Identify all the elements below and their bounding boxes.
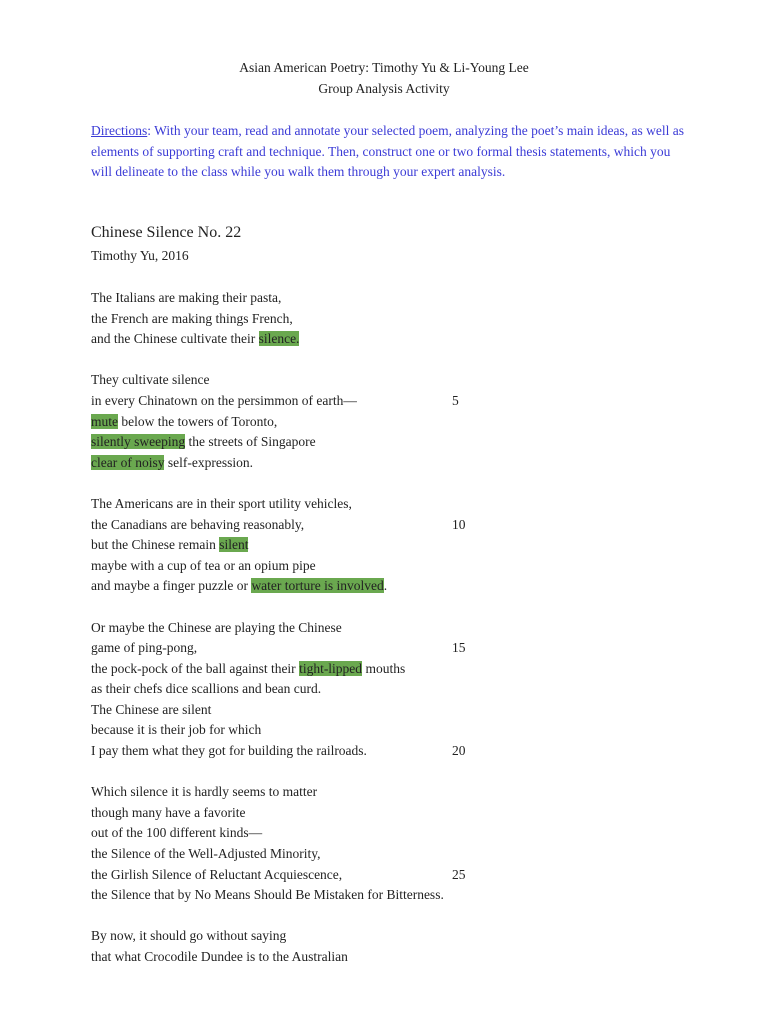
highlighted-phrase: silence.: [258, 331, 300, 347]
poem-line: [91, 803, 691, 824]
poem-line-text: mouths: [362, 660, 406, 676]
stanza-break: [91, 597, 691, 618]
poem-line-text: the streets of Singapore: [185, 434, 316, 450]
poem-line: [91, 865, 691, 886]
poem-line-text: self-expression.: [164, 454, 253, 470]
poem-author: Timothy Yu, 2016: [91, 248, 189, 263]
poem-line-text: in every Chinatown on the persimmon of earth—: [91, 392, 357, 408]
highlighted-phrase: clear of noisy: [91, 454, 165, 470]
stanza-break: [91, 906, 691, 927]
directions-label: Directions: [91, 123, 148, 138]
line-number: 15: [452, 640, 466, 656]
poem-line: [91, 412, 691, 433]
poem-line-text: The Americans are in their sport utility vehicles,: [91, 495, 352, 511]
poem-line: [91, 618, 691, 639]
poem-line: [91, 576, 691, 597]
poem-line: [91, 494, 691, 515]
directions-paragraph: [91, 121, 691, 183]
poem-line: [91, 782, 691, 803]
line-number: 20: [452, 743, 466, 759]
poem-line-text: the French are making things French,: [91, 310, 293, 326]
poem-line-text: By now, it should go without saying: [91, 928, 287, 944]
poem-line: [91, 885, 691, 906]
poem-line-text: the Silence that by No Means Should Be Mistaken for Bitterness.: [91, 887, 444, 903]
poem-line: [91, 700, 691, 721]
poem-line-text: but the Chinese remain: [91, 537, 220, 553]
poem-line-text: Or maybe the Chinese are playing the Chinese: [91, 619, 342, 635]
stanza-break: [91, 350, 691, 371]
poem-line: [91, 679, 691, 700]
poem-line: [91, 926, 691, 947]
stanza-break: [91, 473, 691, 494]
line-number: 10: [452, 516, 466, 532]
poem-title: Chinese Silence No. 22: [91, 224, 242, 241]
poem-line: [91, 288, 691, 309]
poem-line-text: out of the 100 different kinds—: [91, 825, 263, 841]
highlighted-phrase: water torture is involved: [251, 578, 384, 594]
highlighted-phrase: silent: [219, 537, 249, 553]
line-number: 5: [452, 392, 459, 408]
poem-line-text: The Chinese are silent: [91, 701, 212, 717]
poem-line: [91, 720, 691, 741]
poem-line-text: maybe with a cup of tea or an opium pipe: [91, 557, 316, 573]
poem-line-text: the Girlish Silence of Reluctant Acquiescence,: [91, 866, 343, 882]
poem-line-text: because it is their job for which: [91, 722, 262, 738]
poem-line-text: the Canadians are behaving reasonably,: [91, 516, 305, 532]
poem-line: [91, 432, 691, 453]
poem-line: [91, 535, 691, 556]
poem-line: [91, 844, 691, 865]
poem-line-text: and the Chinese cultivate their: [91, 331, 259, 347]
poem-line-text: below the towers of Toronto,: [118, 413, 278, 429]
poem-line-text: They cultivate silence: [91, 372, 210, 388]
poem-line-text: the pock-pock of the ball against their: [91, 660, 300, 676]
directions-text: : With your team, read and annotate your selected poem, analyzing the poet’s main ideas, as well as elements of supporting craft and technique. Then, construct one or two formal thesis statements, which you will delineate to the class while you walk them through your expert analysis.: [91, 123, 685, 180]
poem-line: [91, 741, 691, 762]
poem-line: [91, 370, 691, 391]
poem-line: [91, 638, 691, 659]
poem-line-text: .: [383, 578, 388, 594]
poem-line: [91, 453, 691, 474]
poem-line: [91, 947, 691, 968]
line-number: 25: [452, 866, 466, 882]
poem-line-text: Which silence it is hardly seems to matter: [91, 784, 318, 800]
poem-line-text: and maybe a finger puzzle or: [91, 578, 252, 594]
highlighted-phrase: silently sweeping: [91, 434, 186, 450]
document-title: Asian American Poetry: Timothy Yu & Li-Young Lee: [239, 60, 529, 75]
highlighted-phrase: tight-lipped: [299, 660, 363, 676]
poem-body: [91, 288, 691, 968]
stanza-break: [91, 762, 691, 783]
poem-line: [91, 823, 691, 844]
poem-line-text: game of ping-pong,: [91, 640, 198, 656]
poem-line: [91, 515, 691, 536]
poem-line: [91, 659, 691, 680]
poem-line: [91, 391, 691, 412]
poem-line-text: the Silence of the Well-Adjusted Minority,: [91, 846, 321, 862]
poem-line-text: The Italians are making their pasta,: [91, 290, 282, 305]
poem-line-text: though many have a favorite: [91, 804, 246, 820]
poem-line-text: as their chefs dice scallions and bean curd.: [91, 681, 322, 697]
poem-line: [91, 329, 691, 350]
poem-line-text: I pay them what they got for building the railroads.: [91, 743, 367, 759]
highlighted-phrase: mute: [91, 413, 118, 429]
poem-line-text: that what Crocodile Dundee is to the Australian: [91, 949, 348, 964]
poem-line: [91, 309, 691, 330]
poem-line: [91, 556, 691, 577]
document-subtitle: Group Analysis Activity: [318, 81, 450, 96]
